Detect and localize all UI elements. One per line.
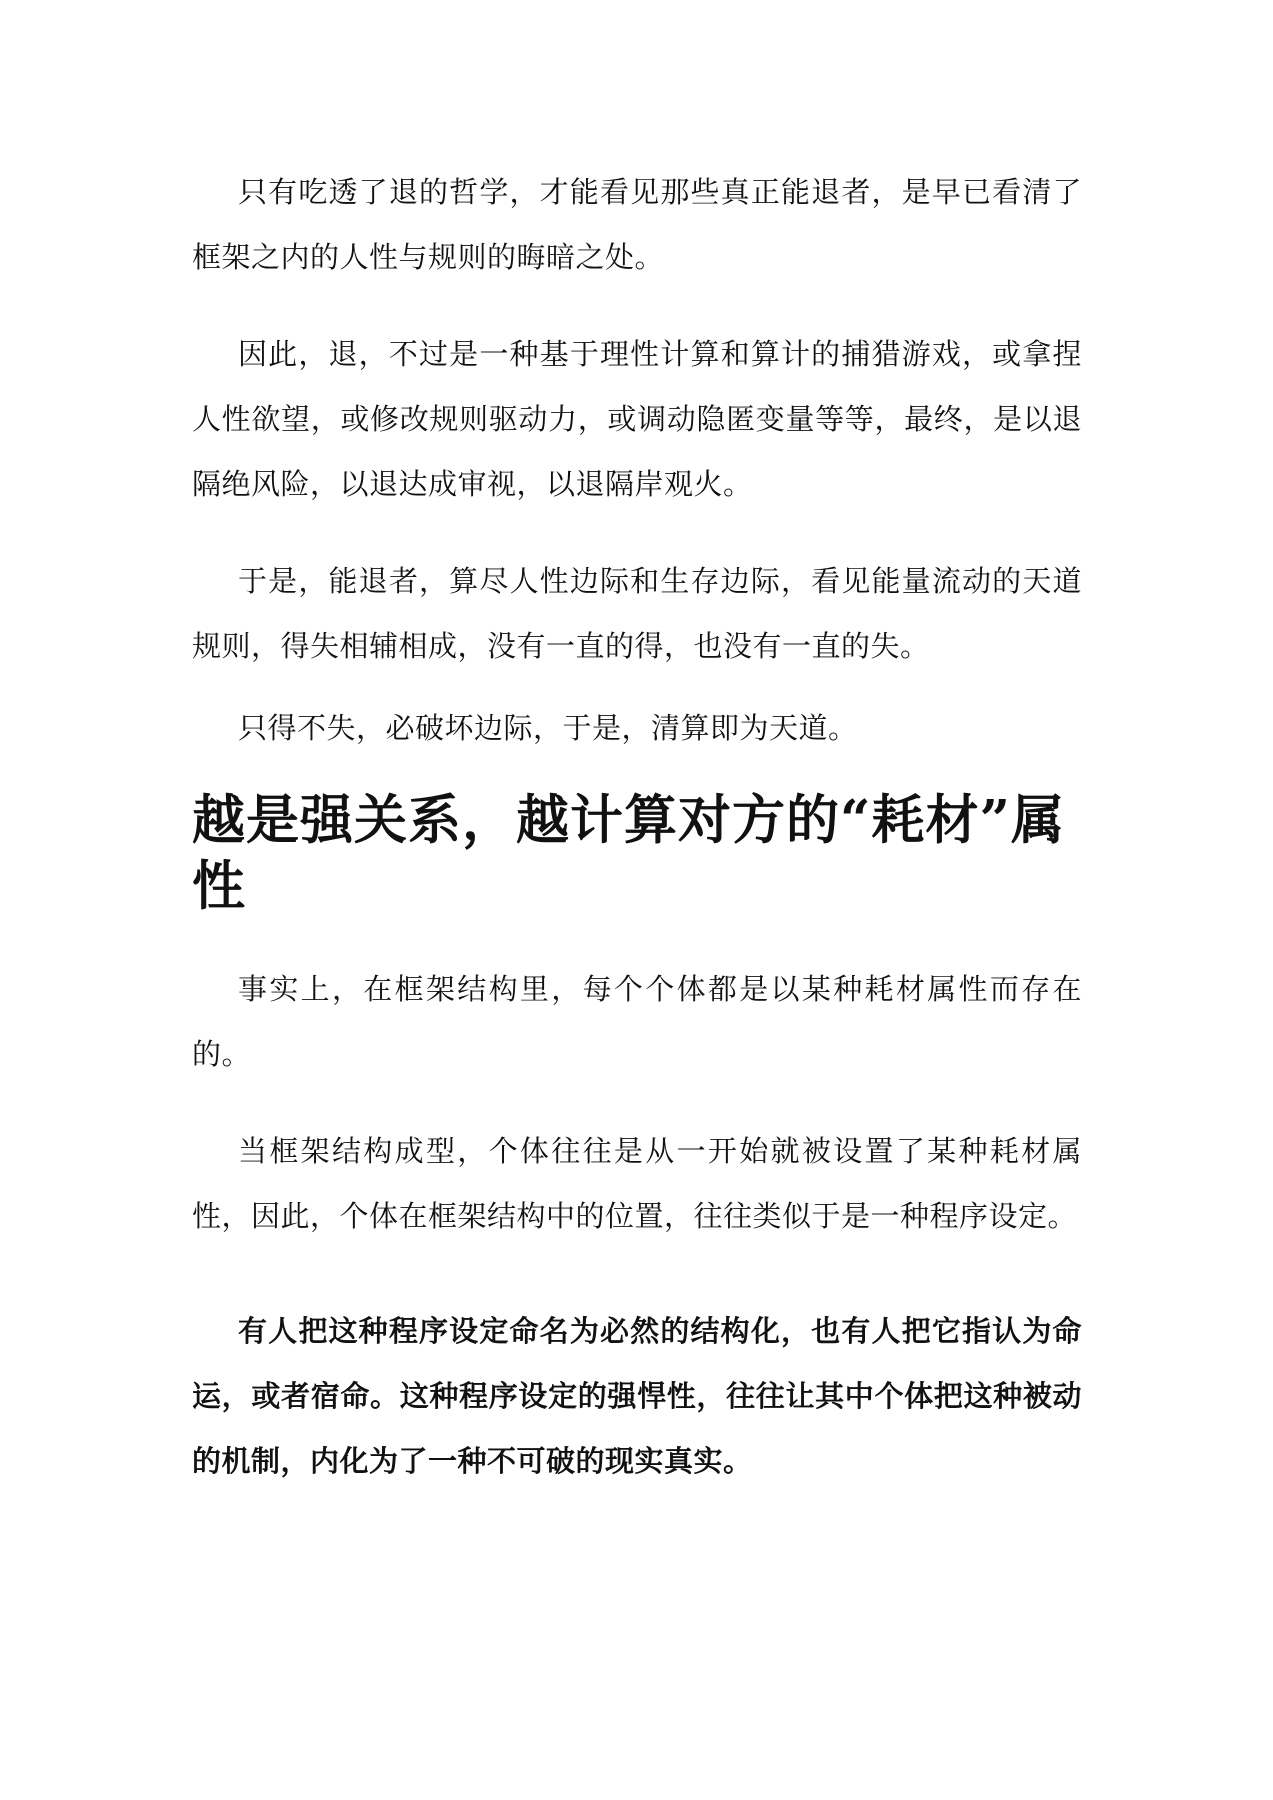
paragraph-6: 当框架结构成型，个体往往是从一开始就被设置了某种耗材属性，因此，个体在框架结构中的位置，往往类似于是一种程序设定。 bbox=[192, 1134, 1082, 1233]
document-page bbox=[192, 160, 1082, 1494]
section-heading: 越是强关系，越计算对方的“耗材”属性 bbox=[192, 789, 1065, 917]
paragraph-3: 于是，能退者，算尽人性边际和生存边际，看见能量流动的天道规则，得失相辅相成，没有一直的得，也没有一直的失。 bbox=[192, 564, 1082, 663]
paragraph-5: 事实上，在框架结构里，每个个体都是以某种耗材属性而存在的。 bbox=[192, 972, 1082, 1071]
paragraph-1: 只有吃透了退的哲学，才能看见那些真正能退者，是早已看清了框架之内的人性与规则的晦暗之处。 bbox=[192, 175, 1082, 274]
paragraph-4: 只得不失，必破坏边际，于是，清算即为天道。 bbox=[238, 711, 858, 745]
paragraph-2: 因此，退，不过是一种基于理性计算和算计的捕猎游戏，或拿捏人性欲望，或修改规则驱动力，或调动隐匿变量等等，最终，是以退隔绝风险，以退达成审视，以退隔岸观火。 bbox=[192, 337, 1082, 501]
bold-paragraph: 有人把这种程序设定命名为必然的结构化，也有人把它指认为命运，或者宿命。这种程序设定的强悍性，往往让其中个体把这种被动的机制，内化为了一种不可破的现实真实。 bbox=[192, 1314, 1082, 1478]
